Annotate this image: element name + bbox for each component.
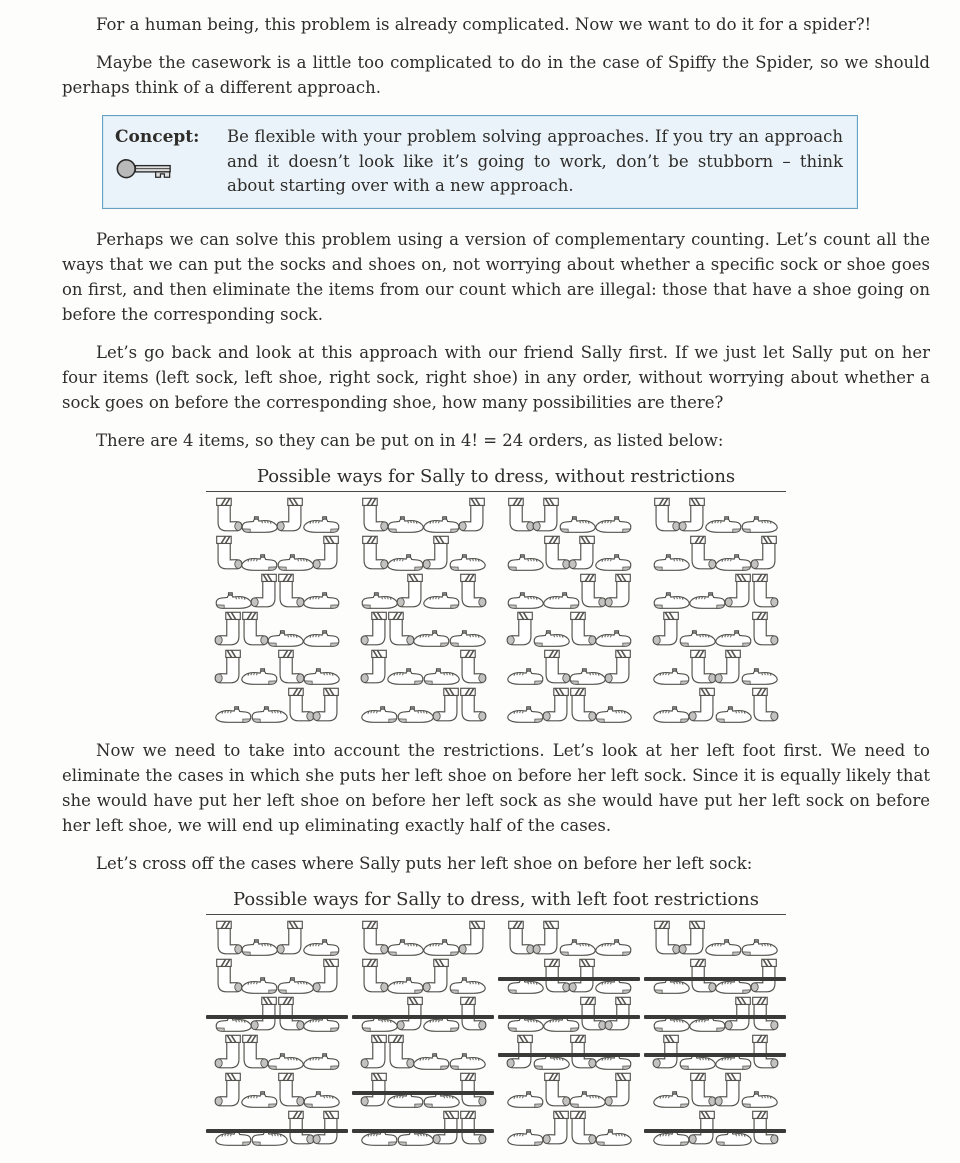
cross-off-line <box>498 977 640 981</box>
right-sock-icon <box>542 1110 571 1147</box>
right-sock-icon <box>714 1072 743 1109</box>
right-sock-icon <box>750 535 779 572</box>
left-shoe-icon <box>302 667 341 686</box>
left-sock-icon <box>506 497 535 534</box>
right-shoe-icon <box>302 1052 341 1071</box>
dress-order-cell <box>500 686 638 724</box>
right-shoe-icon <box>652 667 691 686</box>
right-sock-icon <box>214 1034 243 1071</box>
left-sock-icon <box>214 535 243 572</box>
left-shoe-icon <box>558 515 597 534</box>
dress-order-cell <box>646 919 784 957</box>
left-sock-icon <box>652 497 681 534</box>
right-sock-icon <box>458 920 487 957</box>
left-sock-icon <box>214 920 243 957</box>
right-sock-icon <box>604 1072 633 1109</box>
left-sock-icon <box>750 611 779 648</box>
right-sock-icon <box>422 958 451 995</box>
dress-order-cell <box>500 957 638 995</box>
dress-order-cell <box>354 1033 492 1071</box>
left-sock-icon <box>568 611 597 648</box>
figure-grid-2 <box>206 918 786 1147</box>
left-sock-icon <box>458 687 487 724</box>
dress-order-cell <box>208 686 346 724</box>
left-sock-icon <box>652 920 681 957</box>
left-sock-icon <box>542 535 571 572</box>
dress-order-cell <box>646 1071 784 1109</box>
left-shoe-icon <box>568 667 607 686</box>
dress-order-cell <box>500 610 638 648</box>
right-shoe-icon <box>594 629 633 648</box>
left-sock-icon <box>360 920 389 957</box>
right-sock-icon <box>214 611 243 648</box>
left-shoe-icon <box>250 705 289 724</box>
dress-order-cell <box>208 1109 346 1147</box>
left-shoe-icon <box>360 591 399 610</box>
right-sock-icon <box>422 535 451 572</box>
cross-off-line <box>644 1129 786 1133</box>
right-shoe-icon <box>240 553 279 572</box>
right-shoe-icon <box>240 976 279 995</box>
left-sock-icon <box>506 920 535 957</box>
dress-order-cell <box>354 919 492 957</box>
right-sock-icon <box>678 920 707 957</box>
right-shoe-icon <box>506 1090 545 1109</box>
dress-order-cell <box>208 957 346 995</box>
figure-grid-1 <box>206 495 786 724</box>
right-sock-icon <box>396 573 425 610</box>
left-shoe-icon <box>714 705 753 724</box>
figure-title: Possible ways for Sally to dress, without restrictions <box>256 465 736 487</box>
left-sock-icon <box>214 958 243 995</box>
left-shoe-icon <box>422 667 461 686</box>
right-sock-icon <box>568 535 597 572</box>
cross-off-line <box>206 1129 348 1133</box>
left-shoe-icon <box>652 591 691 610</box>
dress-order-cell <box>354 1109 492 1147</box>
dress-order-cell <box>646 1109 784 1147</box>
right-sock-icon <box>604 649 633 686</box>
left-sock-icon <box>542 1072 571 1109</box>
right-shoe-icon <box>302 515 341 534</box>
left-sock-icon <box>688 535 717 572</box>
dress-order-cell <box>208 1033 346 1071</box>
right-shoe-icon <box>302 629 341 648</box>
right-shoe-icon <box>506 1128 545 1147</box>
left-shoe-icon <box>558 938 597 957</box>
concept-box-label-column <box>115 125 211 199</box>
dress-order-cell <box>500 1033 638 1071</box>
dress-order-cell <box>208 995 346 1033</box>
left-sock-icon <box>688 649 717 686</box>
dress-order-cell <box>208 572 346 610</box>
left-sock-icon <box>240 1034 269 1071</box>
left-shoe-icon <box>594 1128 633 1147</box>
figure-rule <box>206 491 786 492</box>
left-shoe-icon <box>740 938 779 957</box>
right-sock-icon <box>214 649 243 686</box>
left-shoe-icon <box>448 553 487 572</box>
right-shoe-icon <box>652 705 691 724</box>
right-sock-icon <box>724 573 753 610</box>
right-shoe-icon <box>214 705 253 724</box>
key-icon <box>115 155 211 190</box>
concept-box <box>102 115 858 209</box>
right-sock-icon <box>276 920 305 957</box>
right-shoe-icon <box>412 629 451 648</box>
right-shoe-icon <box>714 629 753 648</box>
left-sock-icon <box>458 573 487 610</box>
left-sock-icon <box>276 649 305 686</box>
left-sock-icon <box>578 573 607 610</box>
left-sock-icon <box>750 687 779 724</box>
dress-order-cell <box>208 534 346 572</box>
right-shoe-icon <box>506 667 545 686</box>
right-shoe-icon <box>412 1052 451 1071</box>
left-shoe-icon <box>740 667 779 686</box>
dress-order-cell <box>646 957 784 995</box>
paragraph-cross-off: Let’s cross off the cases where Sally puts her left shoe on before her left sock: <box>96 853 753 873</box>
cross-off-line <box>352 1091 494 1095</box>
left-sock-icon <box>214 497 243 534</box>
cross-off-line <box>644 1015 786 1019</box>
left-shoe-icon <box>506 591 545 610</box>
dress-order-cell <box>646 572 784 610</box>
left-shoe-icon <box>532 629 571 648</box>
left-sock-icon <box>386 1034 415 1071</box>
left-shoe-icon <box>386 515 425 534</box>
right-sock-icon <box>688 687 717 724</box>
right-shoe-icon <box>360 705 399 724</box>
right-shoe-icon <box>594 515 633 534</box>
right-shoe-icon <box>240 667 279 686</box>
left-shoe-icon <box>506 553 545 572</box>
left-shoe-icon <box>266 629 305 648</box>
right-shoe-icon <box>386 553 425 572</box>
dress-order-cell <box>646 648 784 686</box>
dress-order-cell <box>208 610 346 648</box>
right-sock-icon <box>360 611 389 648</box>
dress-order-cell <box>208 1071 346 1109</box>
left-sock-icon <box>276 573 305 610</box>
cross-off-line <box>352 1129 494 1133</box>
left-shoe-icon <box>302 1090 341 1109</box>
left-shoe-icon <box>396 705 435 724</box>
right-sock-icon <box>652 611 681 648</box>
cross-off-line <box>206 1015 348 1019</box>
left-shoe-icon <box>594 705 633 724</box>
paragraph-different-approach: Maybe the casework is a little too complicated to do in the case of Spiffy the Spider, so we should perhaps think of a different approach. <box>62 53 930 97</box>
left-sock-icon <box>360 497 389 534</box>
dress-order-cell <box>500 995 638 1033</box>
left-shoe-icon <box>652 553 691 572</box>
dress-order-cell <box>500 919 638 957</box>
cross-off-line <box>352 1015 494 1019</box>
left-shoe-icon <box>276 553 315 572</box>
right-shoe-icon <box>422 591 461 610</box>
dress-order-cell <box>500 1109 638 1147</box>
right-sock-icon <box>360 1034 389 1071</box>
right-sock-icon <box>532 497 561 534</box>
dress-order-cell <box>500 572 638 610</box>
cross-off-line <box>498 1053 640 1057</box>
right-sock-icon <box>458 497 487 534</box>
right-shoe-icon <box>688 591 727 610</box>
dress-order-cell <box>500 1071 638 1109</box>
right-sock-icon <box>214 1072 243 1109</box>
left-shoe-icon <box>214 591 253 610</box>
paragraph-complementary-counting: Perhaps we can solve this problem using a version of complementary counting. Let’s count all the ways that we can put the socks and shoes on, not worrying about whether a specific sock or shoe goes on first, and then eliminate the items from our count which are illegal: those that have a shoe going on before the corresponding sock. <box>62 229 930 324</box>
left-shoe-icon <box>386 938 425 957</box>
right-sock-icon <box>532 920 561 957</box>
right-shoe-icon <box>542 591 581 610</box>
dress-order-cell <box>646 1033 784 1071</box>
paragraph-24-orders: There are 4 items, so they can be put on in 4! = 24 orders, as listed below: <box>96 430 724 450</box>
figure-left-foot-restrictions <box>206 889 786 1147</box>
left-shoe-icon <box>678 629 717 648</box>
right-sock-icon <box>312 687 341 724</box>
left-sock-icon <box>568 1110 597 1147</box>
dress-order-cell <box>646 534 784 572</box>
figure-without-restrictions <box>206 466 786 724</box>
dress-order-cell <box>354 534 492 572</box>
right-shoe-icon <box>594 938 633 957</box>
right-sock-icon <box>360 649 389 686</box>
left-shoe-icon <box>740 1090 779 1109</box>
right-shoe-icon <box>594 553 633 572</box>
dress-order-cell <box>500 534 638 572</box>
right-sock-icon <box>432 687 461 724</box>
right-sock-icon <box>276 497 305 534</box>
right-sock-icon <box>250 573 279 610</box>
left-sock-icon <box>750 573 779 610</box>
left-sock-icon <box>542 649 571 686</box>
right-sock-icon <box>506 611 535 648</box>
right-shoe-icon <box>240 1090 279 1109</box>
left-sock-icon <box>458 649 487 686</box>
paragraph-spider-complicated: For a human being, this problem is already complicated. Now we want to do it for a spider?! <box>96 15 872 34</box>
left-sock-icon <box>688 1072 717 1109</box>
left-shoe-icon <box>448 629 487 648</box>
right-sock-icon <box>678 497 707 534</box>
cross-off-line <box>644 977 786 981</box>
cross-off-line <box>498 1015 640 1019</box>
left-shoe-icon <box>240 938 279 957</box>
dress-order-cell <box>354 957 492 995</box>
dress-order-cell <box>208 648 346 686</box>
right-shoe-icon <box>302 591 341 610</box>
left-sock-icon <box>360 958 389 995</box>
dress-order-cell <box>500 648 638 686</box>
right-shoe-icon <box>302 938 341 957</box>
paragraph-sally-four-items: Let’s go back and look at this approach with our friend Sally first. If we just let Sally put on her four items (left sock, left shoe, right sock, right shoe) in any order, without worrying about whether a sock goes on before the corresponding shoe, how many possibilities are there? <box>62 342 930 412</box>
dress-order-cell <box>354 686 492 724</box>
dress-order-cell <box>208 496 346 534</box>
paragraph-restrictions: Now we need to take into account the restrictions. Let’s look at her left foot first. We need to eliminate the cases in which she puts her left shoe on before her left sock. Since it is equally likely that she would have put her left shoe on before her left sock as she would have put her left sock on before her left shoe, we will end up eliminating exactly half of the cases. <box>62 740 930 835</box>
left-shoe-icon <box>266 1052 305 1071</box>
left-sock-icon <box>240 611 269 648</box>
left-shoe-icon <box>448 1052 487 1071</box>
left-shoe-icon <box>448 976 487 995</box>
right-shoe-icon <box>506 705 545 724</box>
left-shoe-icon <box>740 515 779 534</box>
right-shoe-icon <box>652 1090 691 1109</box>
right-shoe-icon <box>386 667 425 686</box>
left-sock-icon <box>386 611 415 648</box>
figure-title: Possible ways for Sally to dress, with left foot restrictions <box>232 888 759 910</box>
left-shoe-icon <box>568 1090 607 1109</box>
left-sock-icon <box>360 535 389 572</box>
dress-order-cell <box>500 496 638 534</box>
left-sock-icon <box>276 1072 305 1109</box>
dress-order-cell <box>354 610 492 648</box>
dress-order-cell <box>208 919 346 957</box>
left-sock-icon <box>286 687 315 724</box>
dress-order-cell <box>646 610 784 648</box>
left-shoe-icon <box>240 515 279 534</box>
right-shoe-icon <box>714 553 753 572</box>
dress-order-cell <box>354 995 492 1033</box>
cross-off-line <box>644 1053 786 1057</box>
right-shoe-icon <box>704 515 743 534</box>
dress-order-cell <box>354 572 492 610</box>
dress-order-cell <box>646 496 784 534</box>
left-shoe-icon <box>276 976 315 995</box>
right-sock-icon <box>312 535 341 572</box>
left-sock-icon <box>568 687 597 724</box>
dress-order-cell <box>354 1071 492 1109</box>
right-shoe-icon <box>422 938 461 957</box>
concept-label: Concept: <box>115 127 200 147</box>
right-sock-icon <box>604 573 633 610</box>
dress-order-cell <box>646 686 784 724</box>
concept-text: Be flexible with your problem solving approaches. If you try an approach and it doesn’t look like it’s going to work, don’t be stubborn – think about starting over with a new approach. <box>227 127 843 195</box>
right-shoe-icon <box>386 976 425 995</box>
dress-order-cell <box>354 496 492 534</box>
right-shoe-icon <box>422 515 461 534</box>
right-shoe-icon <box>704 938 743 957</box>
right-sock-icon <box>714 649 743 686</box>
dress-order-cell <box>354 648 492 686</box>
figure-rule <box>206 914 786 915</box>
right-sock-icon <box>312 958 341 995</box>
dress-order-cell <box>646 995 784 1033</box>
right-sock-icon <box>542 687 571 724</box>
